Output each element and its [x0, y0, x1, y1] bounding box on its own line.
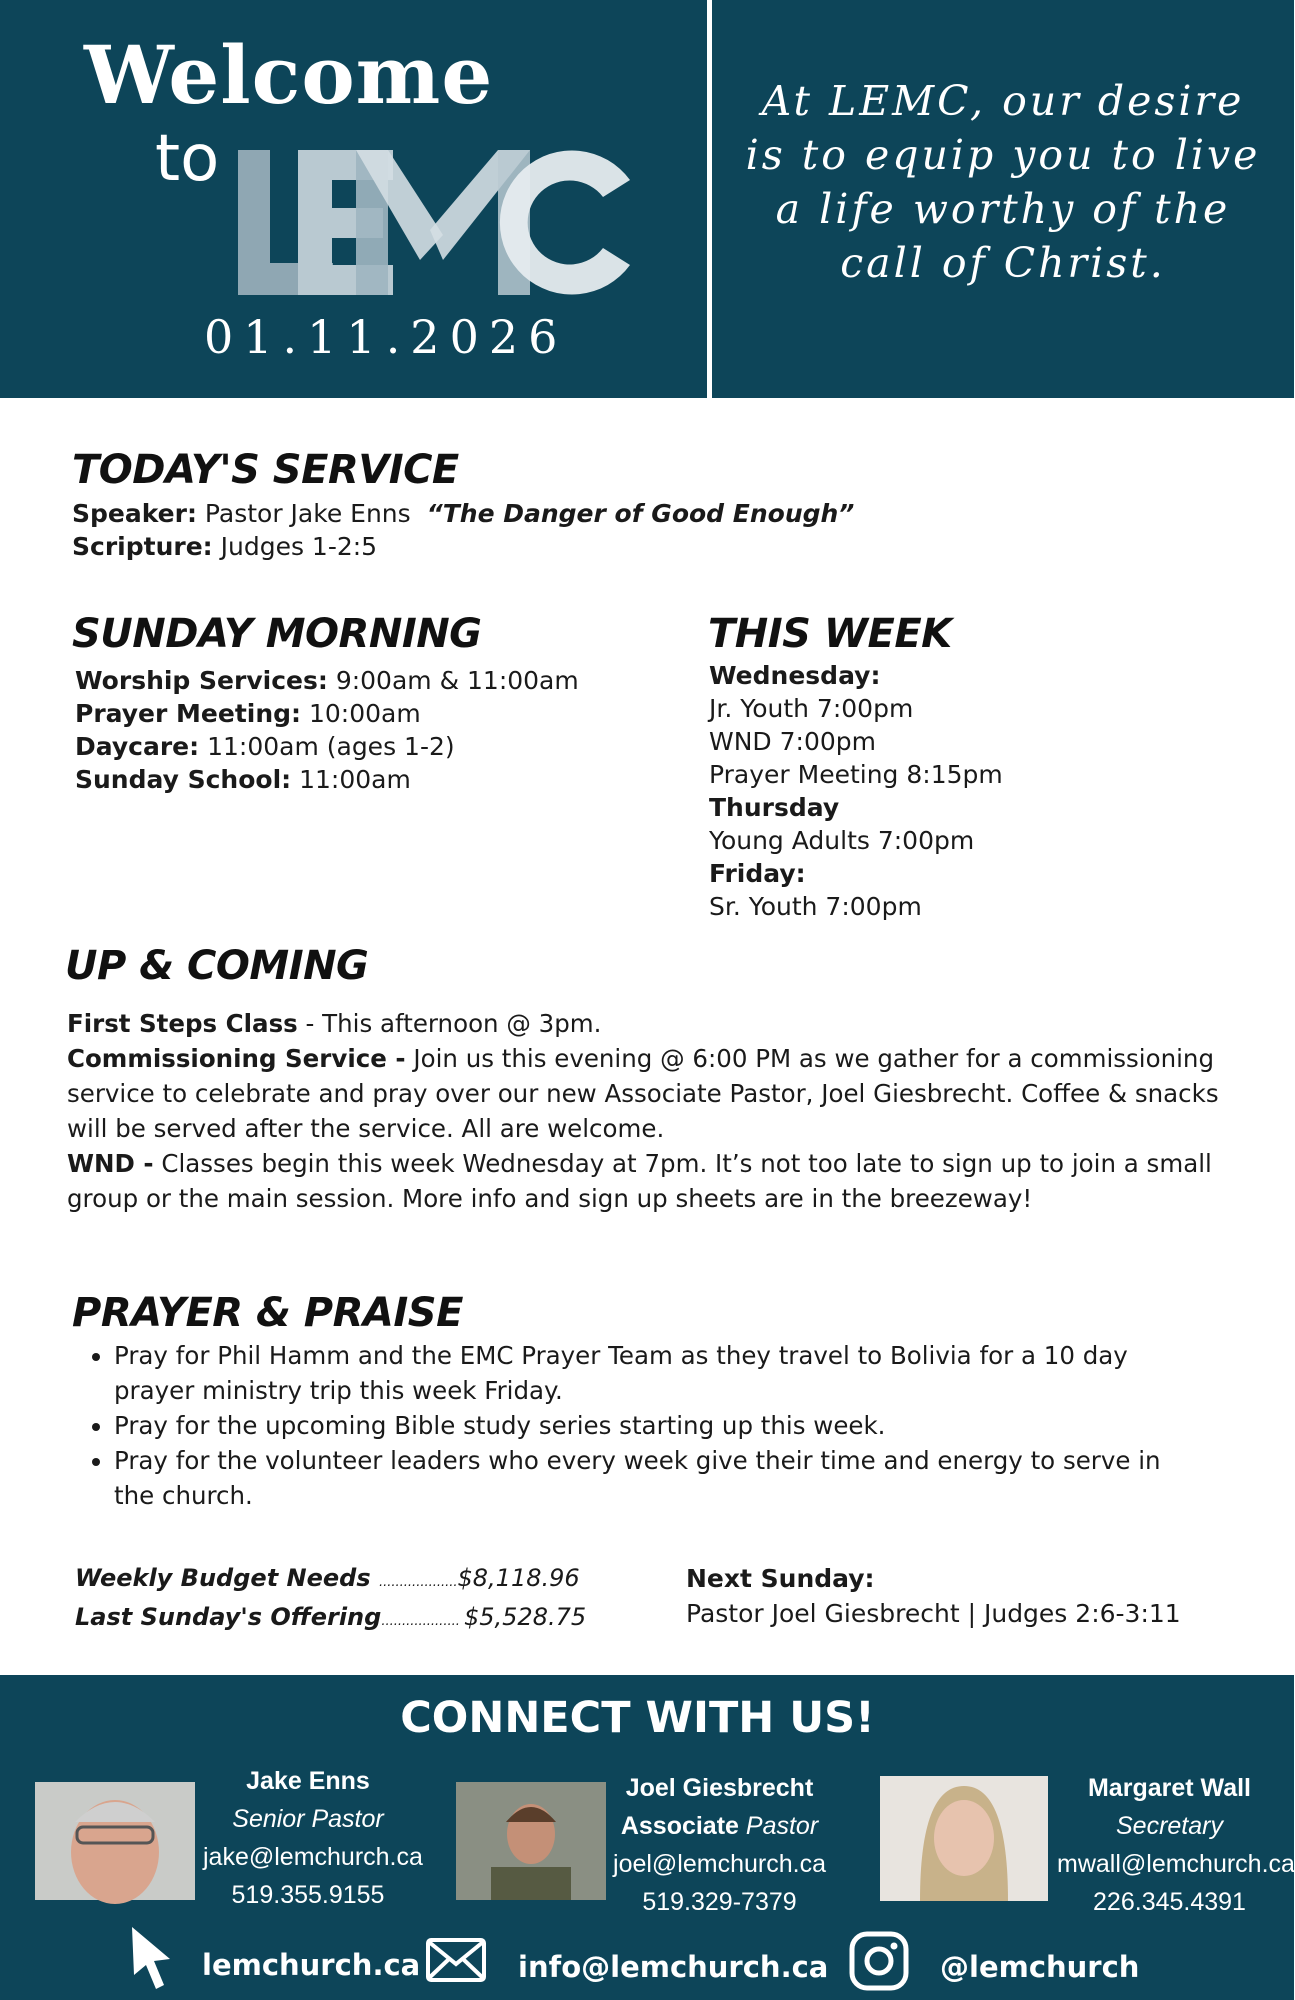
- upcoming-item: Commissioning Service - Join us this evening @ 6:00 PM as we gather for a commissioning service to celebrate and pray over our new Associate Pastor, Joel Giesbrecht. Coffee & snacks will be served after the service. All are welcome.: [67, 1044, 1219, 1143]
- contact-name: Jake Enns: [246, 1767, 370, 1795]
- contact-card: [1057, 1769, 1295, 1921]
- schedule-item: Sunday School: 11:00am: [75, 765, 411, 794]
- contact-phone[interactable]: 226.345.4391: [1093, 1888, 1246, 1916]
- lemc-logo: [238, 150, 630, 295]
- welcome-title: Welcome: [84, 28, 494, 122]
- week-event: Prayer Meeting 8:15pm: [709, 760, 1003, 789]
- contact-name: Joel Giesbrecht: [625, 1774, 814, 1802]
- scripture-ref: Judges 1-2:5: [220, 532, 378, 561]
- week-day: Friday:: [709, 859, 806, 888]
- budget-value: $8,118.96: [457, 1564, 580, 1592]
- schedule-item: Daycare: 11:00am (ages 1-2): [75, 732, 455, 761]
- contact-role: Senior Pastor: [232, 1805, 384, 1833]
- finance-block: [75, 1561, 586, 1639]
- this-week-list: [709, 659, 1003, 923]
- contact-email[interactable]: joel@lemchurch.ca: [613, 1850, 826, 1878]
- offering-label: Last Sunday's Offering: [75, 1603, 382, 1631]
- prayer-praise-title: PRAYER & PRAISE: [72, 1290, 463, 1336]
- offering-line: Last Sunday's Offering................... $5,528.75: [75, 1603, 587, 1631]
- up-coming-body: [67, 1006, 1237, 1216]
- mission-tagline: At LEMC, our desire is to equip you to live a life worthy of the call of Christ.: [745, 77, 1261, 287]
- prayer-list: [68, 1338, 1208, 1513]
- welcome-to: to: [155, 122, 220, 196]
- schedule-item: Worship Services: 9:00am & 11:00am: [75, 666, 579, 695]
- contact-phone[interactable]: 519.329-7379: [642, 1888, 797, 1916]
- instagram-icon: [848, 1930, 910, 1992]
- website-link[interactable]: lemchurch.ca: [202, 1948, 421, 1982]
- contact-card: [612, 1769, 827, 1921]
- next-sunday-text: Pastor Joel Giesbrecht | Judges 2:6-3:11: [686, 1599, 1181, 1628]
- speaker-line: [72, 497, 854, 530]
- offering-value: $5,528.75: [463, 1603, 587, 1631]
- contact-role: Secretary: [1116, 1812, 1223, 1840]
- contact-role-line: Associate Pastor: [620, 1812, 819, 1840]
- contact-phone[interactable]: 519.355.9155: [231, 1881, 385, 1909]
- sunday-morning-title: SUNDAY MORNING: [72, 611, 482, 657]
- schedule-item: Prayer Meeting: 10:00am: [75, 699, 421, 728]
- instagram-handle[interactable]: @lemchurch: [940, 1950, 1140, 1984]
- scripture-line: [72, 530, 377, 563]
- speaker-name: Pastor Jake Enns: [204, 499, 411, 528]
- sunday-schedule: [75, 664, 579, 796]
- week-event: Jr. Youth 7:00pm: [709, 694, 914, 723]
- contact-name: Margaret Wall: [1087, 1774, 1251, 1802]
- up-coming-title: UP & COMING: [65, 943, 369, 989]
- email-link[interactable]: info@lemchurch.ca: [518, 1950, 829, 1984]
- contact-card: [203, 1762, 423, 1914]
- avatar: [35, 1782, 195, 1900]
- prayer-item: • Pray for the volunteer leaders who every week give their time and energy to serve in the church.: [114, 1443, 1208, 1513]
- contact-email[interactable]: jake@lemchurch.ca: [203, 1843, 423, 1871]
- next-sunday-block: [686, 1561, 1181, 1631]
- week-day: Wednesday:: [709, 661, 881, 690]
- contact-email[interactable]: mwall@lemchurch.ca: [1057, 1850, 1295, 1878]
- budget-line: Weekly Budget Needs ...................$8,118.96: [75, 1564, 580, 1592]
- week-day: Thursday: [709, 793, 840, 822]
- sermon-title: “The Danger of Good Enough”: [426, 499, 855, 528]
- todays-service-title: TODAY'S SERVICE: [72, 447, 459, 493]
- avatar: [456, 1782, 606, 1900]
- upcoming-item: First Steps Class - This afternoon @ 3pm.: [67, 1009, 602, 1038]
- bulletin-date: 01.11.2026: [204, 310, 568, 364]
- week-event: Young Adults 7:00pm: [709, 826, 975, 855]
- week-event: Sr. Youth 7:00pm: [709, 892, 922, 921]
- week-event: WND 7:00pm: [709, 727, 876, 756]
- mail-icon: [425, 1937, 487, 1983]
- upcoming-item: WND - Classes begin this week Wednesday at 7pm. It’s not too late to sign up to join a small group or the main session. More info and sign up sheets are in the breezeway!: [67, 1149, 1212, 1213]
- scripture-label: Scripture:: [72, 532, 213, 561]
- connect-title: CONNECT WITH US!: [400, 1693, 875, 1743]
- this-week-title: THIS WEEK: [708, 611, 952, 657]
- speaker-label: Speaker:: [72, 499, 197, 528]
- avatar: [880, 1776, 1048, 1901]
- prayer-item: • Pray for Phil Hamm and the EMC Prayer Team as they travel to Bolivia for a 10 day prayer ministry trip this week Friday.: [114, 1338, 1208, 1408]
- cursor-icon: [128, 1925, 174, 1991]
- next-sunday-label: Next Sunday:: [686, 1564, 875, 1593]
- budget-label: Weekly Budget Needs: [75, 1564, 371, 1592]
- prayer-item: • Pray for the upcoming Bible study series starting up this week.: [114, 1408, 1208, 1443]
